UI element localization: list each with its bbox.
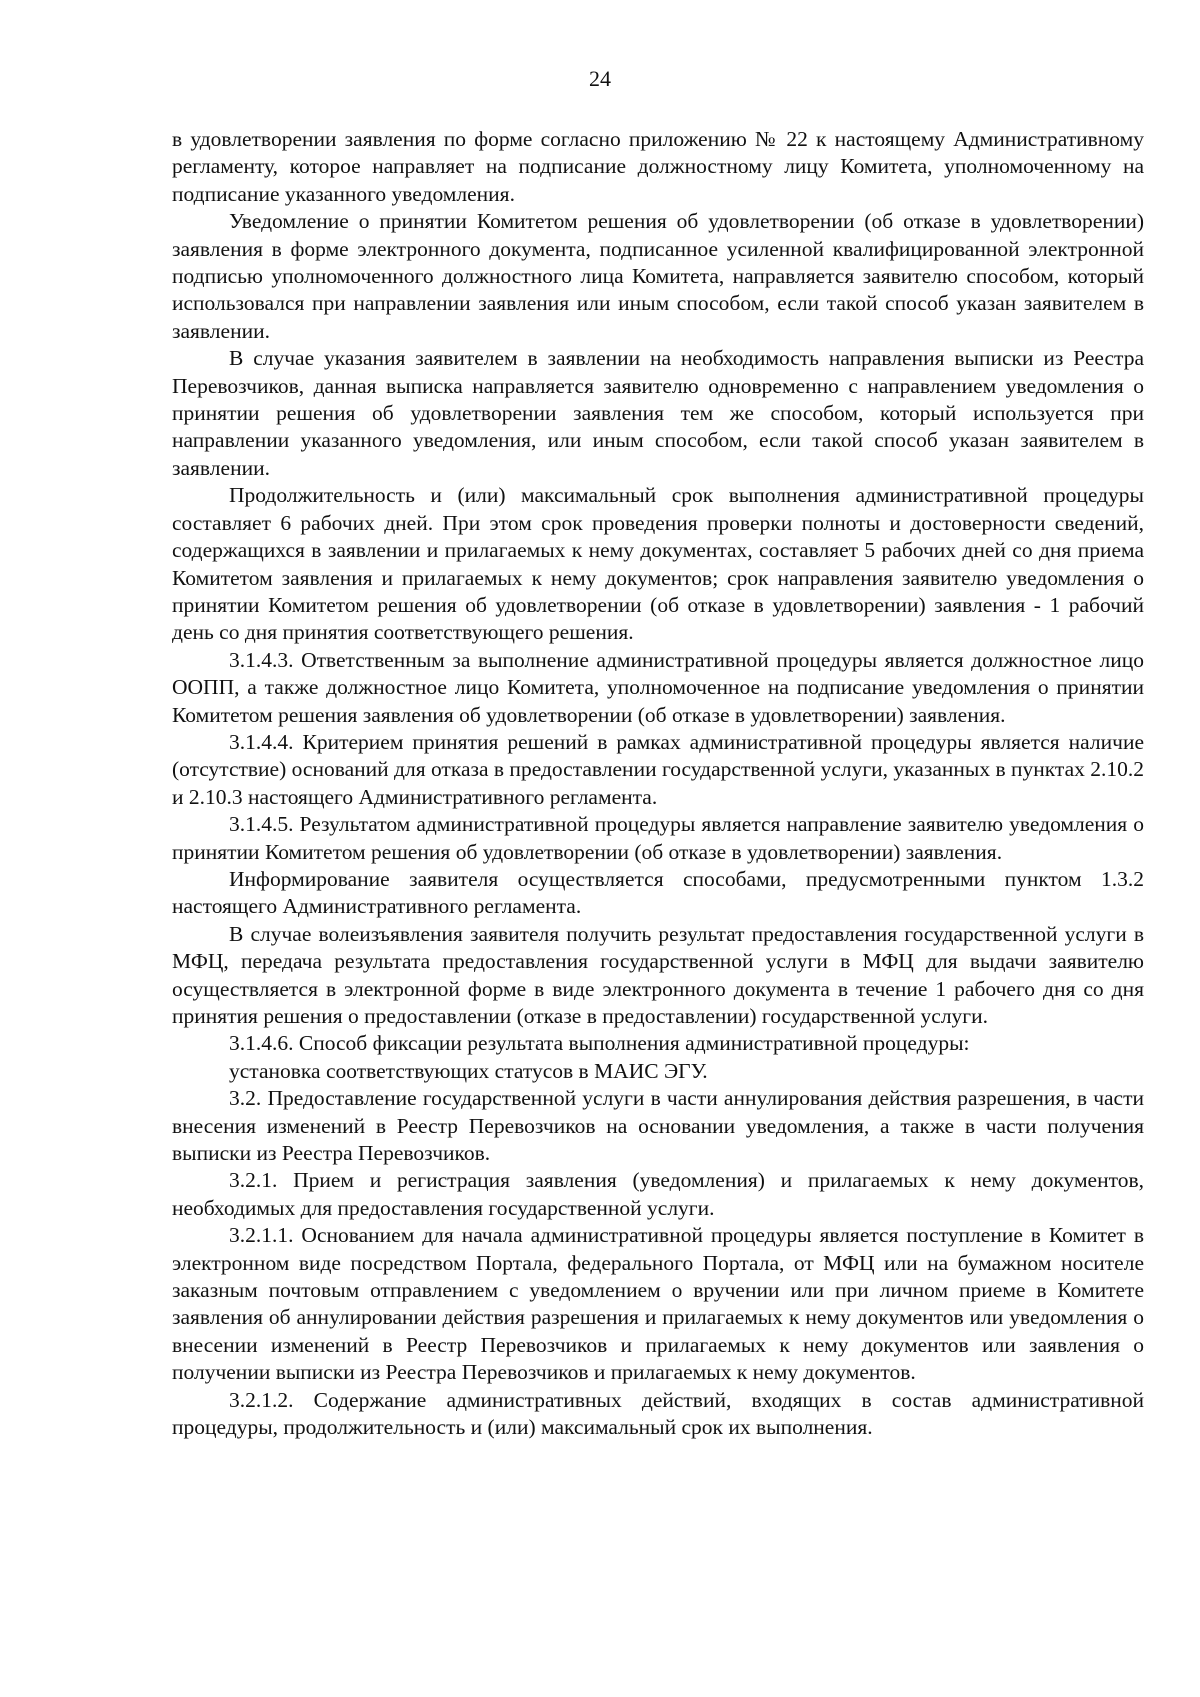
paragraph: 3.2.1.1. Основанием для начала административной процедуры является поступление в Комитет в электронном виде посредством Портала, федерального Портала, от МФЦ или на бумажном носителе заказным почтовым отправлением с уведомлением о вручении или при личном приеме в Комитете заявления об аннулировании действия разрешения и прилагаемых к нему документов или уведомления о внесении изменений в Реестр Перевозчиков и прилагаемых к нему документов или заявления о получении выписки из Реестра Перевозчиков и прилагаемых к нему документов. — [172, 1223, 1144, 1385]
paragraph: 3.1.4.6. Способ фиксации результата выполнения административной процедуры: — [229, 1031, 970, 1056]
paragraph: Продолжительность и (или) максимальный срок выполнения административной процедуры составляет 6 рабочих дней. При этом срок проведения проверки полноты и достоверности сведений, содержащихся в заявлении и прилагаемых к нему документах, составляет 5 рабочих дней со дня приема Комитетом заявления и прилагаемых к нему документов; срок направления заявителю уведомления о принятии Комитетом решения об удовлетворении (об отказе в удовлетворении) заявления - 1 рабочий день со дня принятия соответствующего решения. — [172, 483, 1144, 645]
paragraph: Информирование заявителя осуществляется способами, предусмотренными пунктом 1.3.2 настоящего Административного регламента. — [172, 866, 1144, 919]
paragraph: 3.1.4.5. Результатом административной процедуры является направление заявителю уведомления о принятии Комитетом решения об удовлетворении (об отказе в удовлетворении) заявления. — [172, 812, 1144, 864]
paragraph: 3.1.4.4. Критерием принятия решений в рамках административной процедуры является наличие (отсутствие) оснований для отказа в предоставлении государственной услуги, указанных в пунктах 2.10.2 и 2.10.3 настоящего Административного регламента. — [172, 729, 1144, 809]
document-body — [172, 126, 1144, 1442]
page-number: 24 — [589, 66, 611, 91]
paragraph: В случае волеизъявления заявителя получить результат предоставления государственной услуги в МФЦ, передача результата предоставления государственной услуги в МФЦ для выдачи заявителю осуществляется в электронной форме в виде электронного документа в течение 1 рабочего дня со дня принятия решения о предоставлении (отказе в предоставлении) государственной услуги. — [172, 921, 1144, 1028]
paragraph: 3.1.4.3. Ответственным за выполнение административной процедуры является должностное лицо ООПП, а также должностное лицо Комитета, уполномоченное на подписание уведомления о принятии Комитетом решения заявления об удовлетворении (об отказе в удовлетворении) заявления. — [172, 647, 1144, 727]
paragraph: Уведомление о принятии Комитетом решения об удовлетворении (об отказе в удовлетворении) заявления в форме электронного документа, подписанное усиленной квалифицированной электронной подписью уполномоченного должностного лица Комитета, направляется заявителю способом, который использовался при направлении заявления или иным способом, если такой способ указан заявителем в заявлении. — [172, 209, 1144, 343]
paragraph: В случае указания заявителем в заявлении на необходимость направления выписки из Реестра Перевозчиков, данная выписка направляется заявителю одновременно с направлением уведомления о принятии решения об удовлетворении заявления тем же способом, который используется при направлении указанного уведомления, или иным способом, если такой способ указан заявителем в заявлении. — [172, 346, 1144, 480]
paragraph: 3.2.1. Прием и регистрация заявления (уведомления) и прилагаемых к нему документов, необходимых для предоставления государственной услуги. — [172, 1168, 1144, 1220]
paragraph: 3.2. Предоставление государственной услуги в части аннулирования действия разрешения, в части внесения изменений в Реестр Перевозчиков на основании уведомления, а также в части получения выписки из Реестра Перевозчиков. — [172, 1086, 1144, 1166]
paragraph: в удовлетворении заявления по форме согласно приложению № 22 к настоящему Административному регламенту, которое направляет на подписание должностному лицу Комитета, уполномоченному на подписание указанного уведомления. — [172, 127, 1144, 206]
paragraph: установка соответствующих статусов в МАИС ЭГУ. — [229, 1058, 708, 1083]
paragraph: 3.2.1.2. Содержание административных действий, входящих в состав административной процедуры, продолжительность и (или) максимальный срок их выполнения. — [172, 1387, 1144, 1440]
